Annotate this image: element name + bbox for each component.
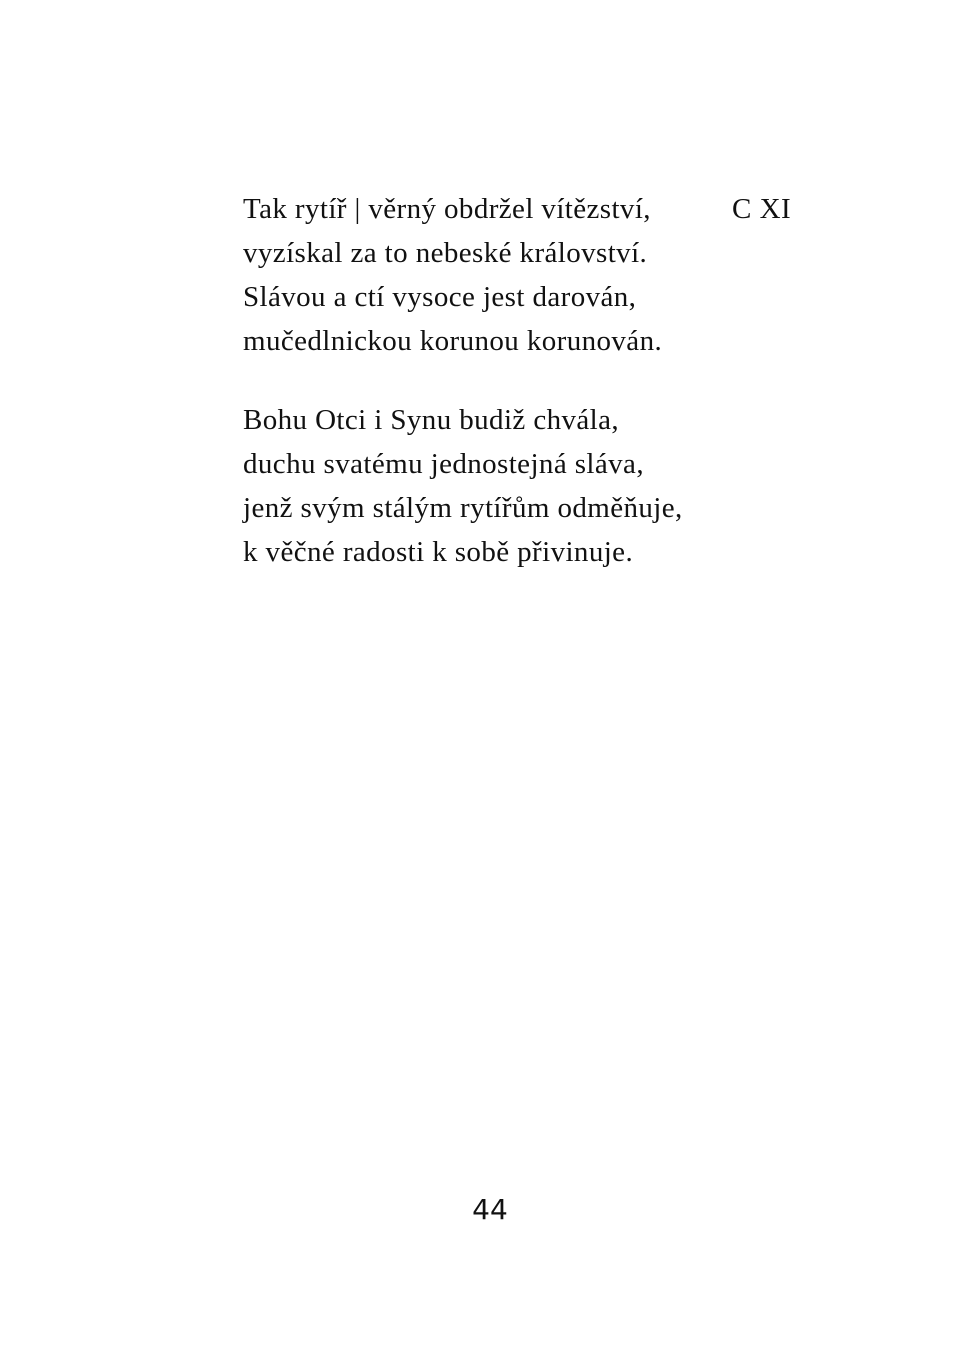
poem-stanza (243, 398, 683, 574)
poem-line: vyzískal za to nebeské království. (243, 237, 648, 269)
poem-line: mučedlnickou korunou korunován. (243, 325, 663, 357)
poem-line: duchu svatému jednostejná sláva, (243, 448, 644, 480)
stanza-marker: C XI (732, 193, 792, 225)
poem-line: Slávou a ctí vysoce jest darován, (243, 281, 637, 313)
poem-line: k věčné radosti k sobě přivinuje. (243, 536, 634, 568)
poem-line: Tak rytíř | věrný obdržel vítězství, (243, 193, 651, 225)
poem-line: Bohu Otci i Synu budiž chvála, (243, 404, 620, 436)
poem-stanza (243, 187, 662, 363)
page-number: 44 (472, 1193, 508, 1226)
poem-line: jenž svým stálým rytířům odměňuje, (243, 492, 683, 524)
